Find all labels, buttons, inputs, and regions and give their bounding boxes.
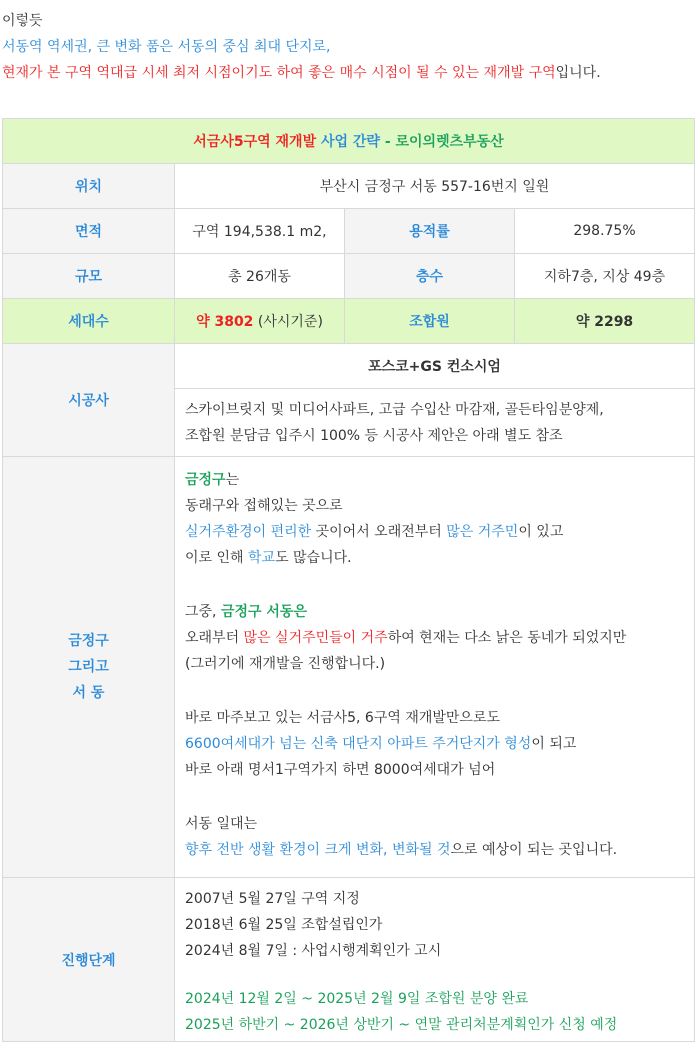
table-row-stages [3,878,695,1042]
stage-label: 진행단계 [3,878,175,1042]
intro-text [0,0,698,86]
intro-line-3 [2,60,698,86]
households-label: 세대수 [3,299,175,344]
spacer [185,783,684,811]
region-line-6-hl: 많은 실거주민들이 거주 [243,630,388,646]
floors-label: 층수 [345,254,515,299]
households-count: 약 3802 [196,314,254,330]
title-author: - 로이의렛츠부동산 [379,134,504,150]
region-line-11: 서동 일대는 [185,816,258,832]
households-note: (사시기준) [253,314,323,330]
region-line-3 [185,519,684,545]
region-line-3-hl1: 실거주환경이 편리한 [185,524,312,540]
region-line-12-hl: 향후 전반 생활 환경이 크게 변화, 변화될 것 [185,842,451,858]
region-line-3-hl2: 많은 거주민 [446,524,519,540]
region-description [175,457,695,878]
table-row-households [3,299,695,344]
region-line-1 [185,467,684,493]
region-label-line-3: 서 동 [72,685,105,701]
region-line-12 [185,837,684,863]
stage-item-upcoming: 2024년 12월 2일 ~ 2025년 2월 9일 조합원 분양 완료 [185,991,529,1007]
area-value: 구역 194,538.1 m2, [175,209,345,254]
region-line-6-head: 오래부터 [185,630,244,646]
area-label: 면적 [3,209,175,254]
region-line-9 [185,731,684,757]
far-label: 용적률 [345,209,515,254]
region-line-4 [185,545,684,571]
builder-desc-line-1: 스카이브릿지 및 미디어사파트, 고급 수입산 마감재, 골든타임분양제, [185,401,604,418]
region-line-6-tail: 하여 현재는 다소 낡은 동네가 되었지만 [387,630,627,646]
location-value: 부산시 금정구 서동 557-16번지 일원 [175,164,695,209]
region-line-7: (그러기에 재개발을 진행합니다.) [185,656,386,672]
region-gumjeong: 금정구 [185,472,226,488]
stage-item: 2018년 6월 25일 조합설립인가 [185,917,383,933]
spacer [185,964,684,986]
table-row-location [3,164,695,209]
location-label: 위치 [3,164,175,209]
spacer [185,677,684,705]
region-line-3-tail: 이 있고 [518,524,564,540]
project-summary-table [2,118,695,1042]
builder-desc-line-2: 조합원 분담금 입주시 100% 등 시공사 제안은 아래 별도 참조 [185,427,563,444]
region-line-6 [185,625,684,651]
region-label [3,457,175,878]
members-value: 약 2298 [515,299,695,344]
region-line-9-tail: 이 되고 [531,736,577,752]
intro-line-2: 서동역 역세권, 큰 변화 품은 서동의 중심 최대 단지로, [2,39,331,55]
stage-item: 2007년 5월 27일 구역 지정 [185,891,360,907]
spacer [185,571,684,599]
stage-list [175,878,695,1042]
region-line-8: 바로 마주보고 있는 서금사5, 6구역 재개발만으로도 [185,710,500,726]
region-line-5-head: 그중, [185,604,221,620]
builder-description [175,389,695,457]
table-row-scale [3,254,695,299]
floors-value: 지하7층, 지상 49층 [515,254,695,299]
intro-line-1: 이렇듯 [2,13,43,29]
region-line-5 [185,599,684,625]
region-label-line-2: 그리고 [68,659,109,675]
builder-name: 포스코+GS 컨소시엄 [175,344,695,389]
intro-line-3-highlight: 현재가 본 구역 역대급 시세 최저 시점이기도 하여 좋은 매수 시점이 될 수 있는 재개발 구역 [2,65,556,81]
table-title-row [3,119,695,164]
region-line-4-head: 이로 인해 [185,550,248,566]
table-row-area [3,209,695,254]
stage-item: 2024년 8월 7일 : 사업시행계획인가 고시 [185,943,442,959]
region-line-1-tail: 는 [225,472,240,488]
table-row-builder [3,344,695,389]
table-row-region [3,457,695,878]
title-project: 서금사5구역 재개발 [193,134,317,150]
scale-label: 규모 [3,254,175,299]
region-line-12-tail: 으로 예상이 되는 곳입니다. [450,842,618,858]
households-value [175,299,345,344]
region-label-line-1: 금정구 [68,633,109,649]
scale-value: 총 26개동 [175,254,345,299]
region-line-3-mid: 곳이어서 오래전부터 [311,524,447,540]
stage-item-upcoming: 2025년 하반기 ~ 2026년 상반기 ~ 연말 관리처분계획인가 신청 예정 [185,1017,618,1033]
region-line-4-hl: 학교 [248,550,276,566]
region-line-5-hl: 금정구 서동은 [220,604,307,620]
region-line-2: 동래구와 접해있는 곳으로 [185,498,343,514]
builder-label: 시공사 [3,344,175,457]
region-line-10: 바로 아래 명서1구역가지 하면 8000여세대가 넘어 [185,762,496,778]
members-label: 조합원 [345,299,515,344]
far-value: 298.75% [515,209,695,254]
intro-line-3-tail: 입니다. [555,65,601,81]
region-line-9-hl: 6600여세대가 넘는 신축 대단지 아파트 주거단지가 형성 [185,736,532,752]
table-title [3,119,695,164]
title-summary: 사업 간략 [316,134,380,150]
region-line-4-tail: 도 많습니다. [275,550,352,566]
